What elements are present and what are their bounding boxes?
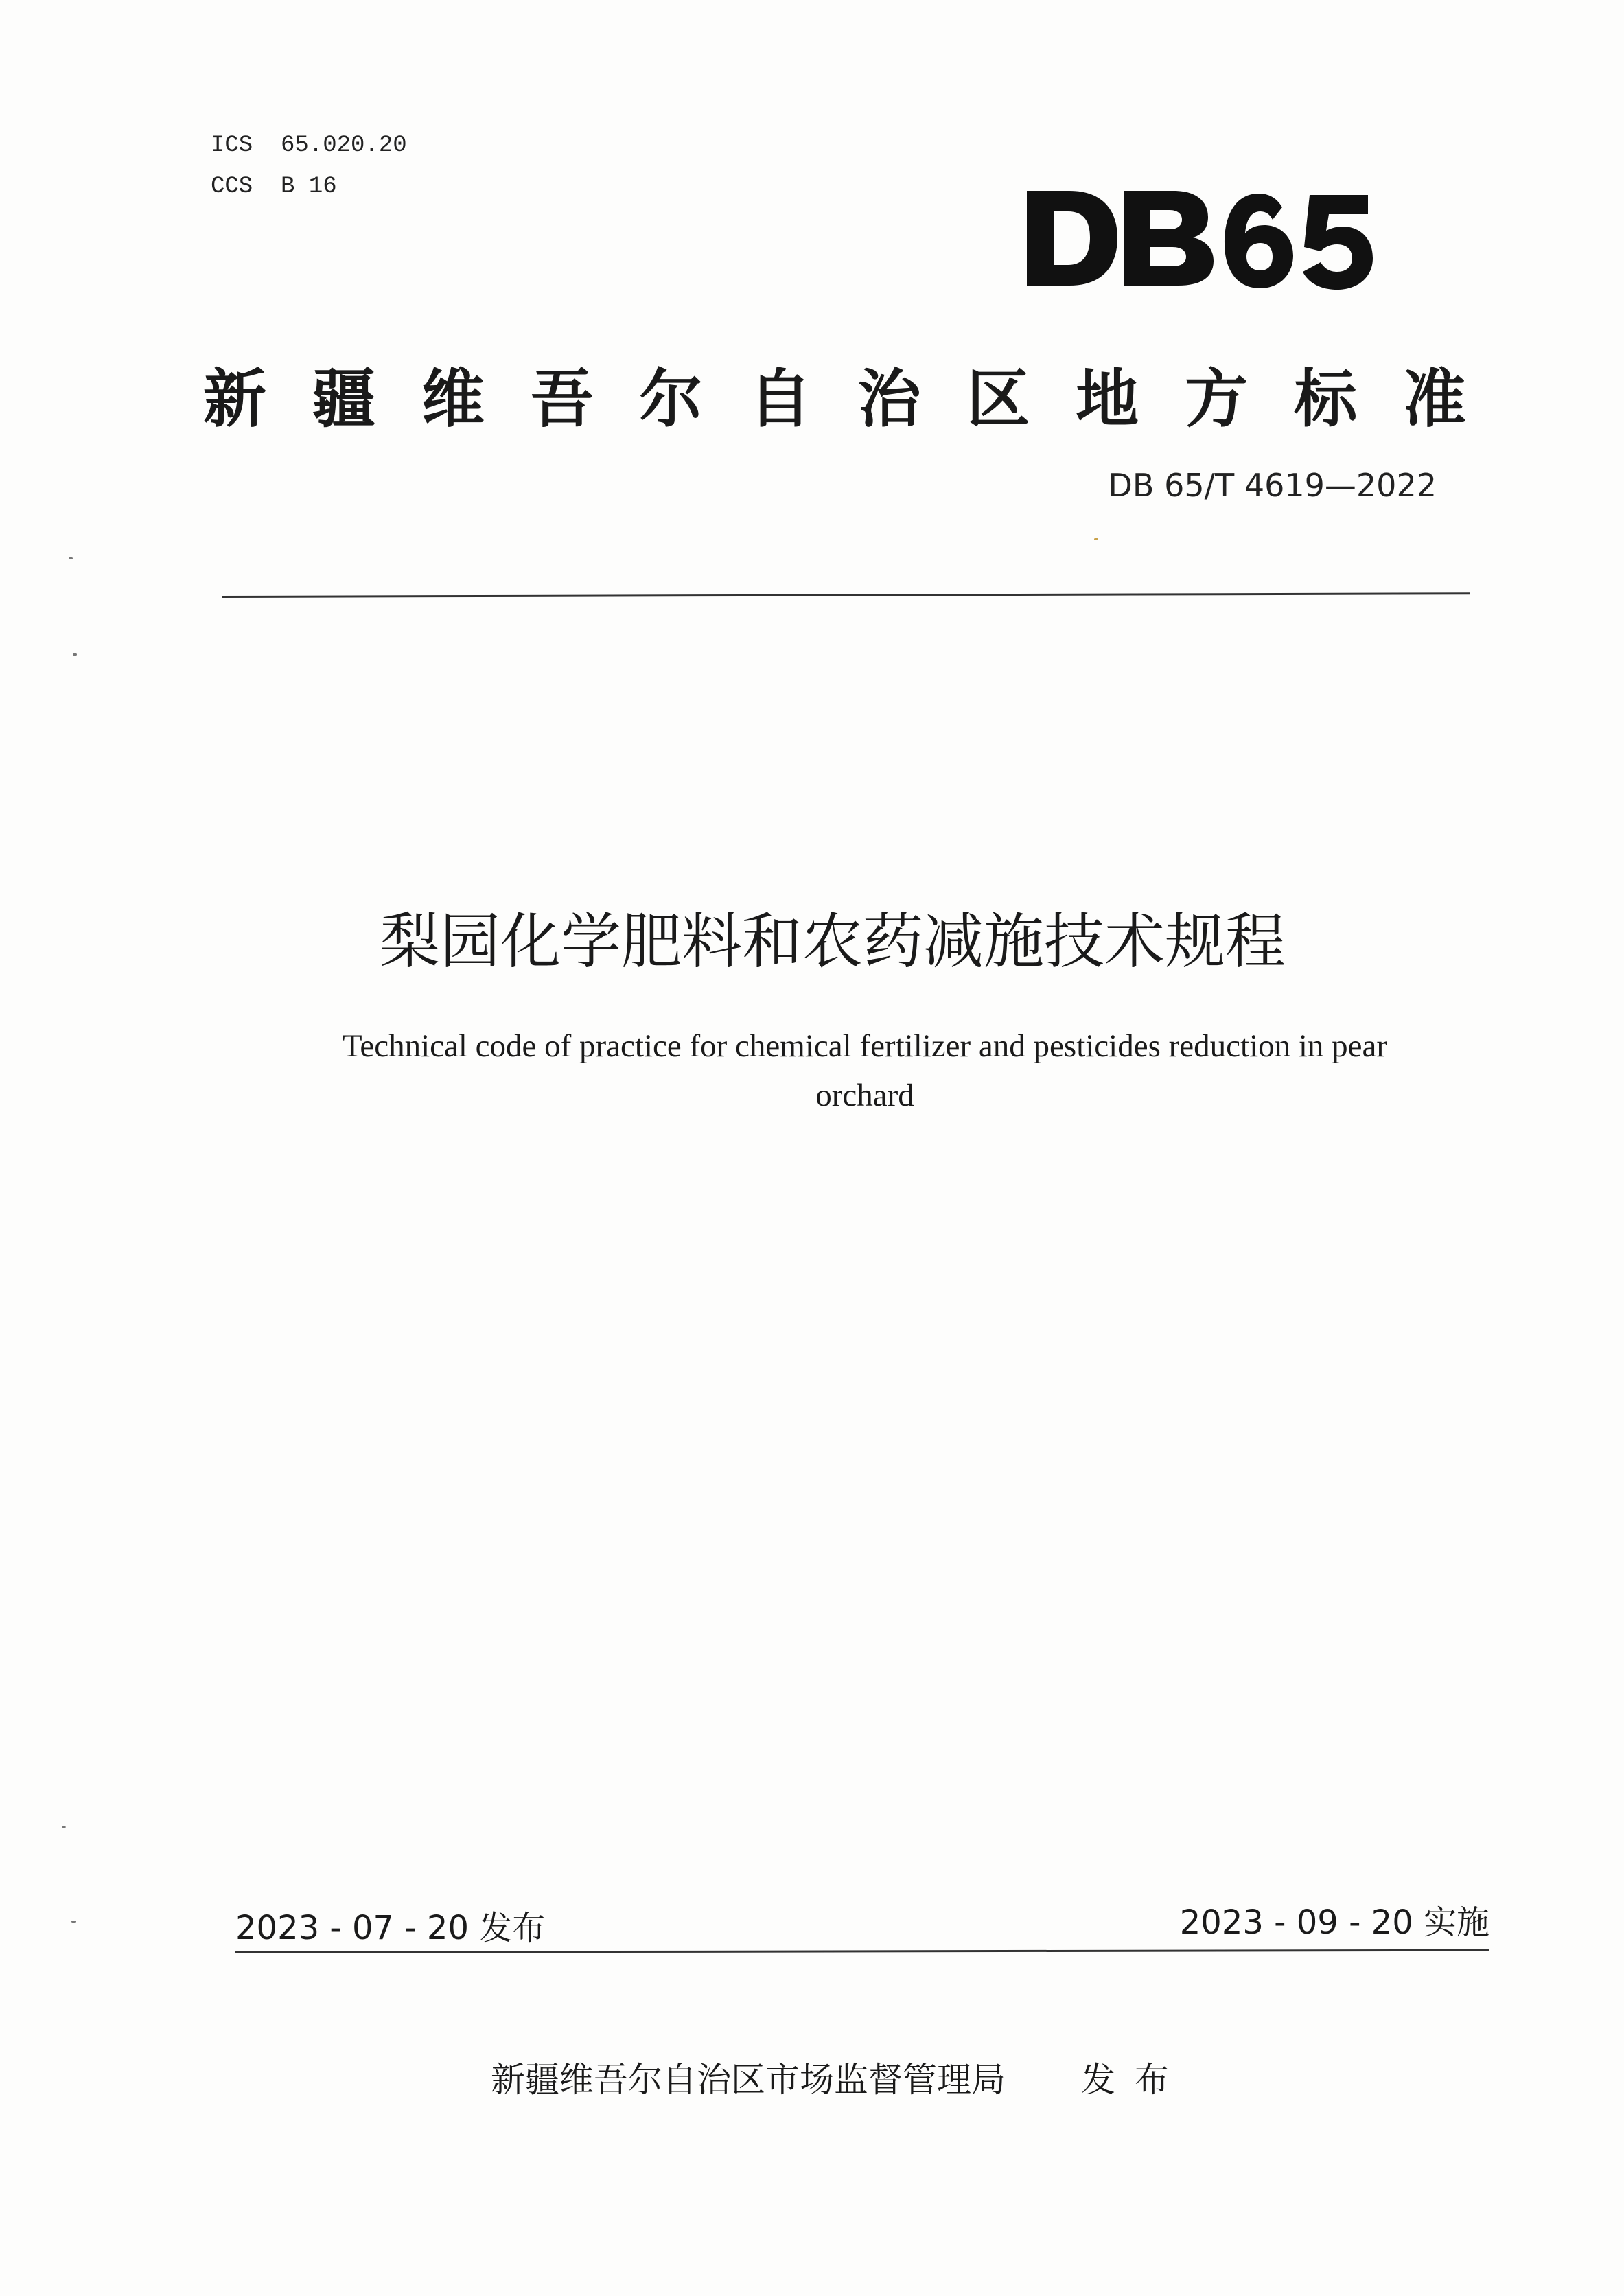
- scan-speck: [73, 653, 77, 656]
- ccs-code: CCS B 16: [211, 174, 337, 200]
- publish-action: 发布: [1081, 2060, 1188, 2100]
- scan-speck: [69, 557, 73, 559]
- standard-type-char: 维: [421, 362, 485, 436]
- english-title-line: orchard: [815, 1078, 914, 1113]
- classification-codes: [211, 125, 407, 207]
- english-title-line: Technical code of practice for chemical fertilizer and pesticides reduction in pear: [342, 1028, 1388, 1064]
- document-title-chinese: 梨园化学肥料和农药减施技术规程: [379, 906, 1286, 977]
- standard-type-char: 新: [203, 362, 267, 436]
- standard-type-char: 地: [1076, 362, 1139, 436]
- standard-type-char: 方: [1185, 362, 1249, 436]
- standard-type-char: 疆: [312, 362, 375, 436]
- standard-type-char: 尔: [639, 362, 703, 436]
- ics-code: ICS 65.020.20: [211, 132, 407, 159]
- publisher-line: [0, 2052, 1624, 2102]
- db65-logo: [1021, 177, 1378, 294]
- scan-speck: [71, 1921, 76, 1923]
- issue-date: 2023 - 07 - 20 发布: [235, 1909, 546, 1947]
- standard-number: DB 65/T 4619—2022: [1108, 467, 1437, 504]
- scan-speck: [62, 1826, 66, 1828]
- standard-type-char: 标: [1294, 362, 1358, 436]
- standard-type-char: 区: [966, 362, 1030, 436]
- standard-type-char: 自: [748, 362, 812, 436]
- publisher-name: 新疆维吾尔自治区市场监督管理局: [491, 2060, 1006, 2100]
- document-title-english: [247, 1021, 1483, 1120]
- implementation-date: 2023 - 09 - 20 实施: [1179, 1903, 1489, 1942]
- standard-type-char: 吾: [530, 362, 594, 436]
- scan-speck: [1094, 538, 1098, 540]
- header-divider: [222, 592, 1470, 598]
- footer-divider: [235, 1949, 1489, 1953]
- standard-type-heading: [203, 349, 1466, 439]
- standard-type-char: 准: [1402, 362, 1466, 436]
- standard-type-char: 治: [857, 362, 921, 436]
